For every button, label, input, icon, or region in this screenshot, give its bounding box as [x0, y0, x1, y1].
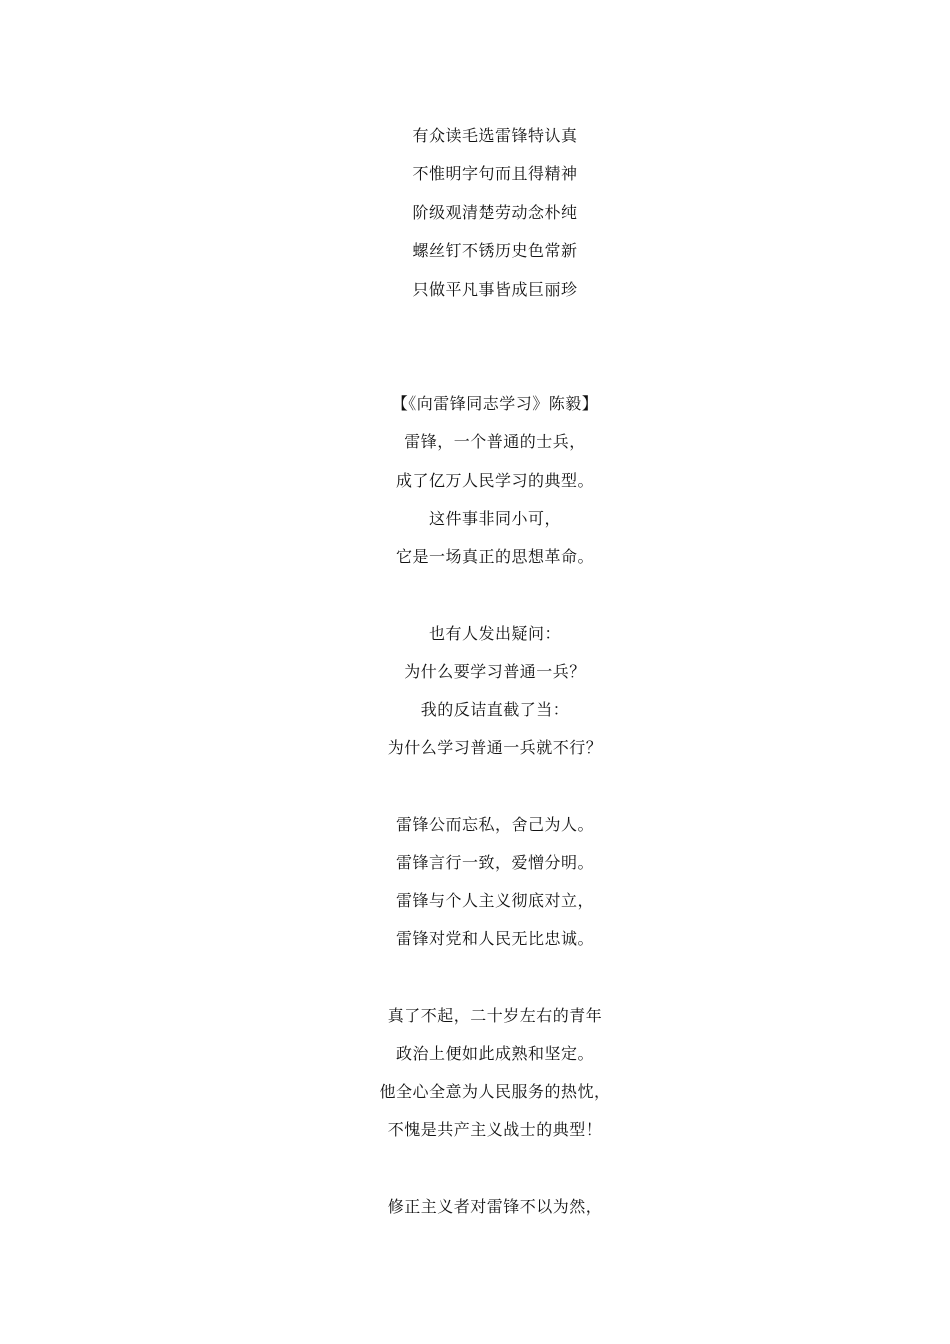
poem2-stanza3-line-3: 雷锋与个人主义彻底对立， [395, 891, 594, 910]
poem1-line-4: 螺丝钉不锈历史色常新 [412, 241, 578, 260]
poem2-stanza2-line-4: 为什么学习普通一兵就不行？ [387, 738, 603, 757]
poem2-stanza5-line-1: 修正主义者对雷锋不以为然， [387, 1197, 603, 1216]
poem2-stanza2-line-1: 也有人发出疑问： [428, 624, 561, 643]
poem2-stanza3-line-4: 雷锋对党和人民无比忠诚。 [395, 929, 594, 948]
poem2-stanza4-line-1: 真了不起，二十岁左右的青年 [387, 1006, 603, 1025]
poem1-line-5: 只做平凡事皆成巨丽珍 [412, 280, 578, 299]
poem1-line-1: 有众读毛选雷锋特认真 [412, 126, 578, 145]
poem2-stanza2-line-3: 我的反诘直截了当： [420, 700, 570, 719]
poem2-stanza4-line-3: 他全心全意为人民服务的热忱， [379, 1082, 611, 1101]
poem2-stanza1-line-1: 雷锋，一个普通的士兵， [404, 432, 586, 451]
poem2-stanza2-line-2: 为什么要学习普通一兵？ [404, 662, 586, 681]
poem2-stanza1-line-2: 成了亿万人民学习的典型。 [395, 471, 594, 490]
poem1-line-2: 不惟明字句而且得精神 [412, 164, 578, 183]
poem2-stanza4-line-4: 不愧是共产主义战士的典型！ [387, 1120, 603, 1139]
poem2-title: 【《向雷锋同志学习》陈毅】 [391, 394, 599, 413]
poem2-stanza3-line-2: 雷锋言行一致，爱憎分明。 [395, 853, 594, 872]
poem2-stanza1-line-3: 这件事非同小可， [428, 509, 561, 528]
poem2-stanza3-line-1: 雷锋公而忘私，舍己为人。 [395, 815, 594, 834]
poem1-line-3: 阶级观清楚劳动念朴纯 [412, 203, 578, 222]
poem2-stanza4-line-2: 政治上便如此成熟和坚定。 [395, 1044, 594, 1063]
poem2-stanza1-line-4: 它是一场真正的思想革命。 [395, 547, 594, 566]
